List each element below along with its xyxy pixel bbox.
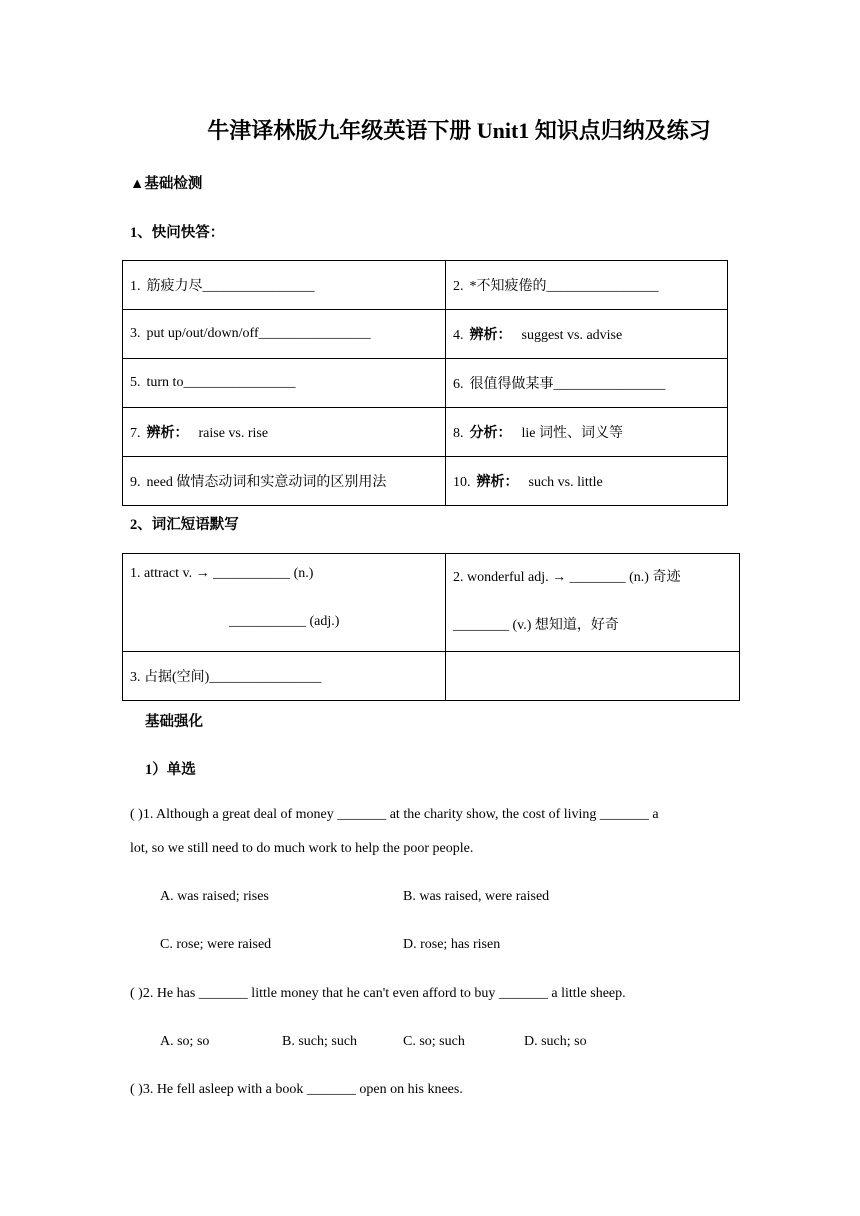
vocab-text: 2. wonderful adj. → ________ (n.) 奇迹: [453, 570, 681, 585]
vocab-text: ________ (v.) 想知道，好奇: [453, 618, 619, 633]
item-text: put up/out/down/off________________: [146, 326, 371, 341]
vocab-text: 1. attract v. → ___________ (n.): [130, 566, 314, 581]
table-cell: [446, 261, 728, 310]
item-number: 9.: [130, 475, 141, 490]
table-row: [123, 261, 728, 310]
table-cell: [446, 457, 728, 506]
item-label-bold: 分析：: [469, 426, 512, 441]
question-2-stem: ( )2. He has _______ little money that he can't even afford to buy _______ a little sheep.: [130, 986, 626, 1001]
table-cell: [446, 310, 728, 359]
item-number: 7.: [130, 426, 141, 441]
vocab-cell: [446, 554, 740, 652]
item-text: need 做情态动词和实意动词的区别用法: [146, 475, 387, 490]
question-2-option-a: A. so; so: [160, 1034, 210, 1049]
question-1-stem-cont: lot, so we still need to do much work to help the poor people.: [130, 841, 474, 856]
section-basic-heading: ▲基础检测: [130, 176, 203, 192]
vocab-text: ___________ (adj.): [229, 614, 340, 629]
item-label-bold: 辨析：: [146, 426, 189, 441]
item-number: 3.: [130, 326, 141, 341]
item-text: raise vs. rise: [198, 426, 269, 441]
table-cell: [123, 310, 446, 359]
vocab-heading: 2、词汇短语默写: [130, 517, 239, 533]
item-number: 5.: [130, 375, 141, 390]
question-1-stem: ( )1. Although a great deal of money _______ at the charity show, the cost of living _______ a: [130, 807, 659, 822]
item-text: lie 词性、词义等: [521, 426, 623, 441]
page-title: 牛津译林版九年级英语下册 Unit1 知识点归纳及练习: [207, 118, 711, 143]
question-1-option-d: D. rose; has risen: [403, 937, 501, 952]
table-row: [123, 408, 728, 457]
vocab-cell: 3. 占据(空间)________________: [123, 652, 446, 701]
item-text: turn to________________: [146, 375, 296, 390]
item-number: 1.: [130, 279, 141, 294]
vocab-cell: [123, 554, 446, 652]
table-cell: [123, 457, 446, 506]
item-text: 很值得做某事________________: [469, 377, 666, 392]
question-2-option-d: D. such; so: [524, 1034, 587, 1049]
table-cell: [446, 408, 728, 457]
quick-answer-heading: 1、快问快答：: [130, 225, 225, 241]
item-label-bold: 辨析：: [469, 328, 512, 343]
table-cell: [446, 359, 728, 408]
section-strength-heading: 基础强化: [145, 714, 203, 730]
vocab-table: [122, 553, 740, 701]
quick-answer-table: [122, 260, 728, 506]
item-text: such vs. little: [528, 475, 603, 490]
table-row: [123, 310, 728, 359]
item-number: 8.: [453, 426, 464, 441]
question-1-option-c: C. rose; were raised: [160, 937, 272, 952]
table-cell: [123, 261, 446, 310]
vocab-cell-empty: [446, 652, 740, 701]
item-text: *不知疲倦的________________: [469, 279, 659, 294]
table-cell: [123, 359, 446, 408]
item-number: 4.: [453, 328, 464, 343]
table-row: [123, 457, 728, 506]
table-row: [123, 359, 728, 408]
question-3-stem: ( )3. He fell asleep with a book _______ open on his knees.: [130, 1082, 463, 1097]
item-number: 10.: [453, 475, 471, 490]
question-1-option-b: B. was raised, were raised: [403, 889, 550, 904]
item-text: 筋疲力尽________________: [146, 279, 315, 294]
item-text: suggest vs. advise: [521, 328, 623, 343]
item-number: 2.: [453, 279, 464, 294]
table-cell: [123, 408, 446, 457]
item-label-bold: 辨析：: [476, 475, 519, 490]
question-2-option-b: B. such; such: [282, 1034, 358, 1049]
single-choice-heading: 1）单选: [145, 762, 196, 778]
item-number: 6.: [453, 377, 464, 392]
question-2-option-c: C. so; such: [403, 1034, 465, 1049]
question-1-option-a: A. was raised; rises: [160, 889, 269, 904]
